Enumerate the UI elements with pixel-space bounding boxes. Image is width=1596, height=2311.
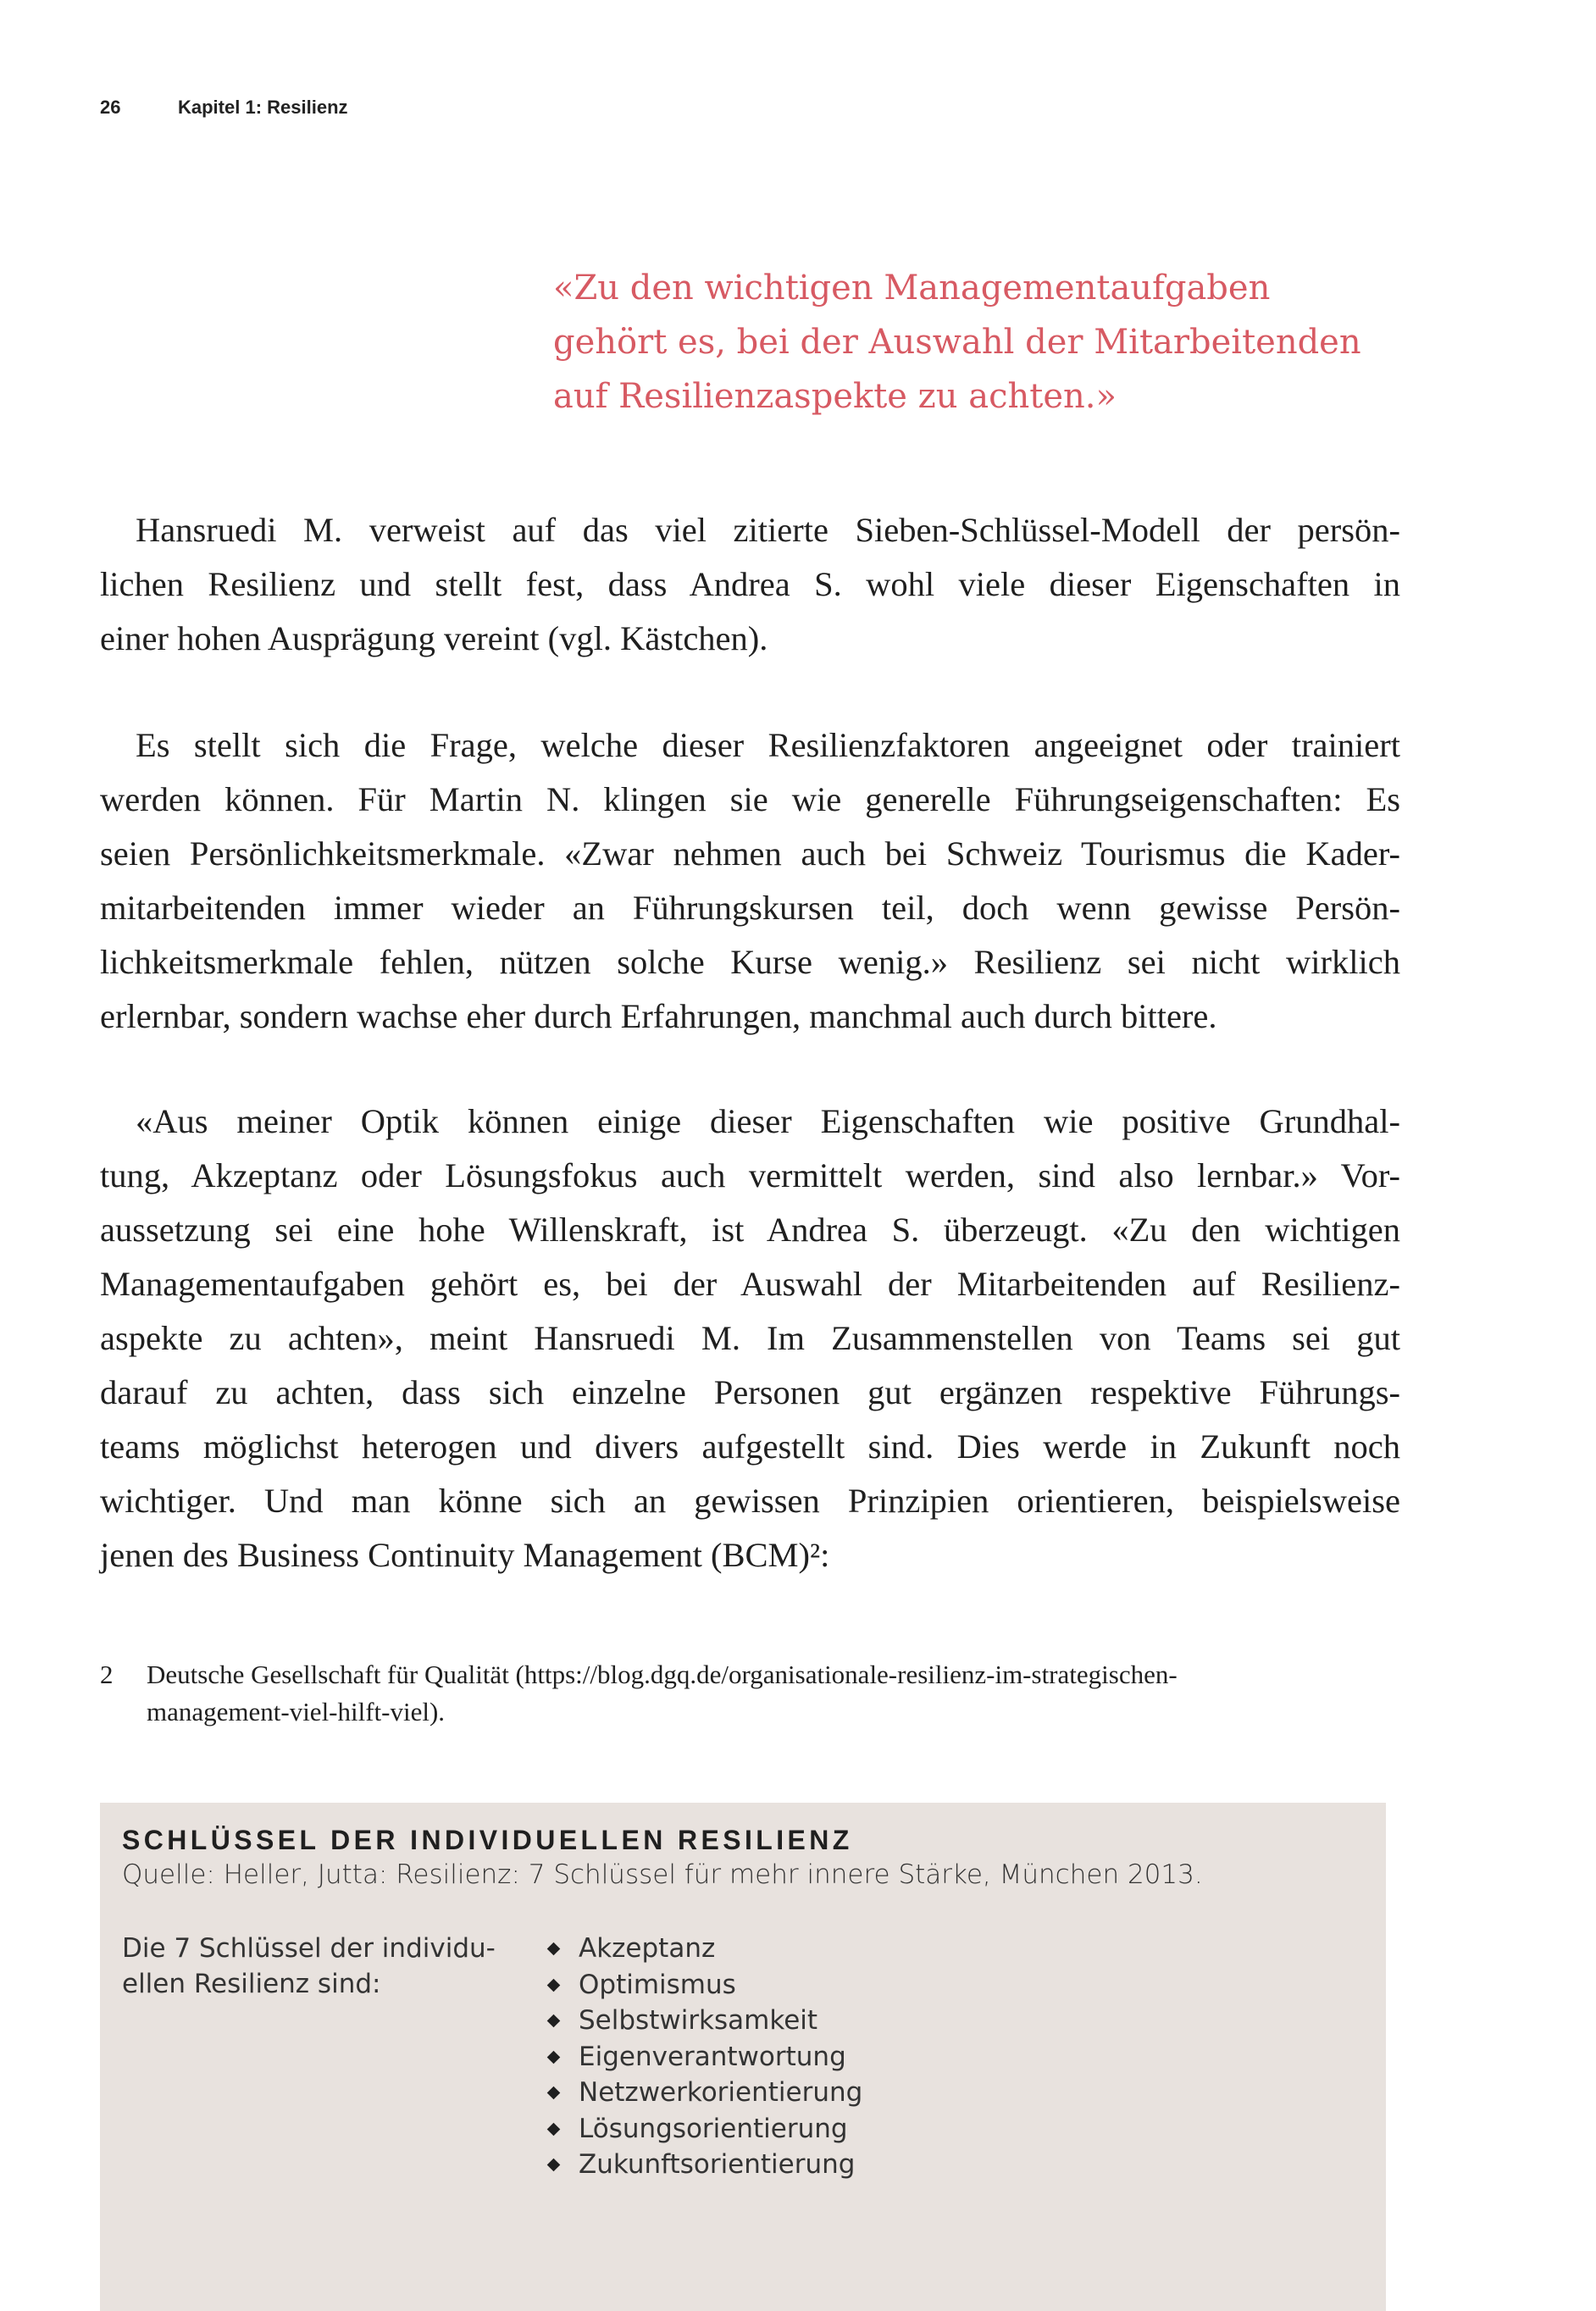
list-item — [547, 2147, 862, 2183]
paragraph-line: «Aus meiner Optik können einige dieser Eigenschaften wie positive Grundhal- — [136, 1102, 1400, 1140]
paragraph-line: erlernbar, sondern wachse eher durch Erfahrungen, manchmal auch durch bittere. — [100, 997, 1217, 1035]
page-number: 26 — [100, 97, 121, 118]
info-box-intro — [122, 1931, 512, 2002]
paragraph-line: Managementaufgaben gehört es, bei der Auswahl der Mitarbeitenden auf Resilienz- — [100, 1265, 1400, 1303]
paragraph-line: wichtiger. Und man könne sich an gewissen Prinzipien orientieren, beispielsweise — [100, 1482, 1400, 1520]
diamond-bullet-icon — [547, 1978, 561, 1992]
paragraph-1 — [100, 503, 1400, 666]
paragraph-3 — [100, 1095, 1400, 1582]
resilience-keys-list — [547, 1931, 862, 2183]
list-item-label: Selbstwirksamkeit — [579, 2005, 818, 2036]
diamond-bullet-icon — [547, 2122, 561, 2136]
info-box-intro-line: ellen Resilienz sind: — [122, 1969, 381, 1999]
footnote-line: management-viel-hilft-viel). — [147, 1697, 446, 1726]
paragraph-line: tung, Akzeptanz oder Lösungsfokus auch vermittelt werden, sind also lernbar.» Vor- — [100, 1156, 1400, 1194]
paragraph-line: einer hohen Ausprägung vereint (vgl. Kästchen). — [100, 619, 768, 657]
chapter-title: Kapitel 1: Resilienz — [178, 97, 348, 118]
footnote-line: Deutsche Gesellschaft für Qualität (https://blog.dgq.de/organisationale-resilienz-im-strategischen- — [147, 1660, 1178, 1689]
info-box-title: SCHLÜSSEL DER INDIVIDUELLEN RESILIENZ — [122, 1825, 853, 1855]
list-item-label: Optimismus — [579, 1969, 736, 2000]
paragraph-line: mitarbeitenden immer wieder an Führungskursen teil, doch wenn gewisse Persön- — [100, 889, 1400, 927]
list-item-label: Zukunftsorientierung — [579, 2149, 856, 2180]
footnote-text — [147, 1656, 1400, 1731]
paragraph-line: aussetzung sei eine hohe Willenskraft, ist Andrea S. überzeugt. «Zu den wichtigen — [100, 1211, 1400, 1249]
pull-quote-line: «Zu den wichtigen Managementaufgaben — [553, 269, 1271, 308]
paragraph-2 — [100, 718, 1400, 1044]
paragraph-line: lichkeitsmerkmale fehlen, nützen solche Kurse wenig.» Resilienz sei nicht wirklich — [100, 943, 1400, 981]
running-header — [100, 97, 348, 119]
paragraph-line: darauf zu achten, dass sich einzelne Personen gut ergänzen respektive Führungs- — [100, 1373, 1400, 1411]
list-item — [547, 1931, 862, 1967]
info-box-source: Quelle: Heller, Jutta: Resilienz: 7 Schlüssel für mehr innere Stärke, München 2013. — [122, 1859, 1203, 1890]
list-item-label: Lösungsorientierung — [579, 2113, 848, 2144]
diamond-bullet-icon — [547, 2159, 561, 2172]
footnote — [100, 1656, 1400, 1731]
diamond-bullet-icon — [547, 2087, 561, 2100]
paragraph-line: seien Persönlichkeitsmerkmale. «Zwar nehmen auch bei Schweiz Tourismus die Kader- — [100, 834, 1400, 873]
paragraph-line: aspekte zu achten», meint Hansruedi M. Im Zusammenstellen von Teams sei gut — [100, 1319, 1400, 1357]
list-item — [547, 2111, 862, 2148]
list-item — [547, 2039, 862, 2075]
list-item-label: Akzeptanz — [579, 1933, 716, 1964]
list-item-label: Netzwerkorientierung — [579, 2077, 863, 2108]
footnote-number: 2 — [100, 1660, 114, 1689]
paragraph-line: jenen des Business Continuity Management (BCM)²: — [100, 1536, 830, 1574]
pull-quote-line: auf Resilienzaspekte zu achten.» — [553, 377, 1117, 416]
paragraph-line: lichen Resilienz und stellt fest, dass Andrea S. wohl viele dieser Eigenschaften in — [100, 565, 1400, 603]
list-item-label: Eigenverantwortung — [579, 2041, 846, 2072]
paragraph-line: teams möglichst heterogen und divers aufgestellt sind. Dies werde in Zukunft noch — [100, 1427, 1400, 1466]
pull-quote — [553, 261, 1443, 424]
list-item — [547, 2003, 862, 2039]
diamond-bullet-icon — [547, 1942, 561, 1956]
info-box-intro-line: Die 7 Schlüssel der individu- — [122, 1933, 496, 1964]
paragraph-line: werden können. Für Martin N. klingen sie wie generelle Führungseigenschaften: Es — [100, 780, 1400, 818]
paragraph-line: Es stellt sich die Frage, welche dieser Resilienzfaktoren angeeignet oder trainiert — [136, 726, 1400, 764]
diamond-bullet-icon — [547, 2050, 561, 2064]
diamond-bullet-icon — [547, 2015, 561, 2028]
paragraph-line: Hansruedi M. verweist auf das viel zitierte Sieben-Schlüssel-Modell der persön- — [136, 511, 1400, 549]
info-box — [100, 1803, 1386, 2311]
list-item — [547, 1967, 862, 2003]
pull-quote-line: gehört es, bei der Auswahl der Mitarbeitenden — [553, 323, 1361, 362]
list-item — [547, 2075, 862, 2111]
